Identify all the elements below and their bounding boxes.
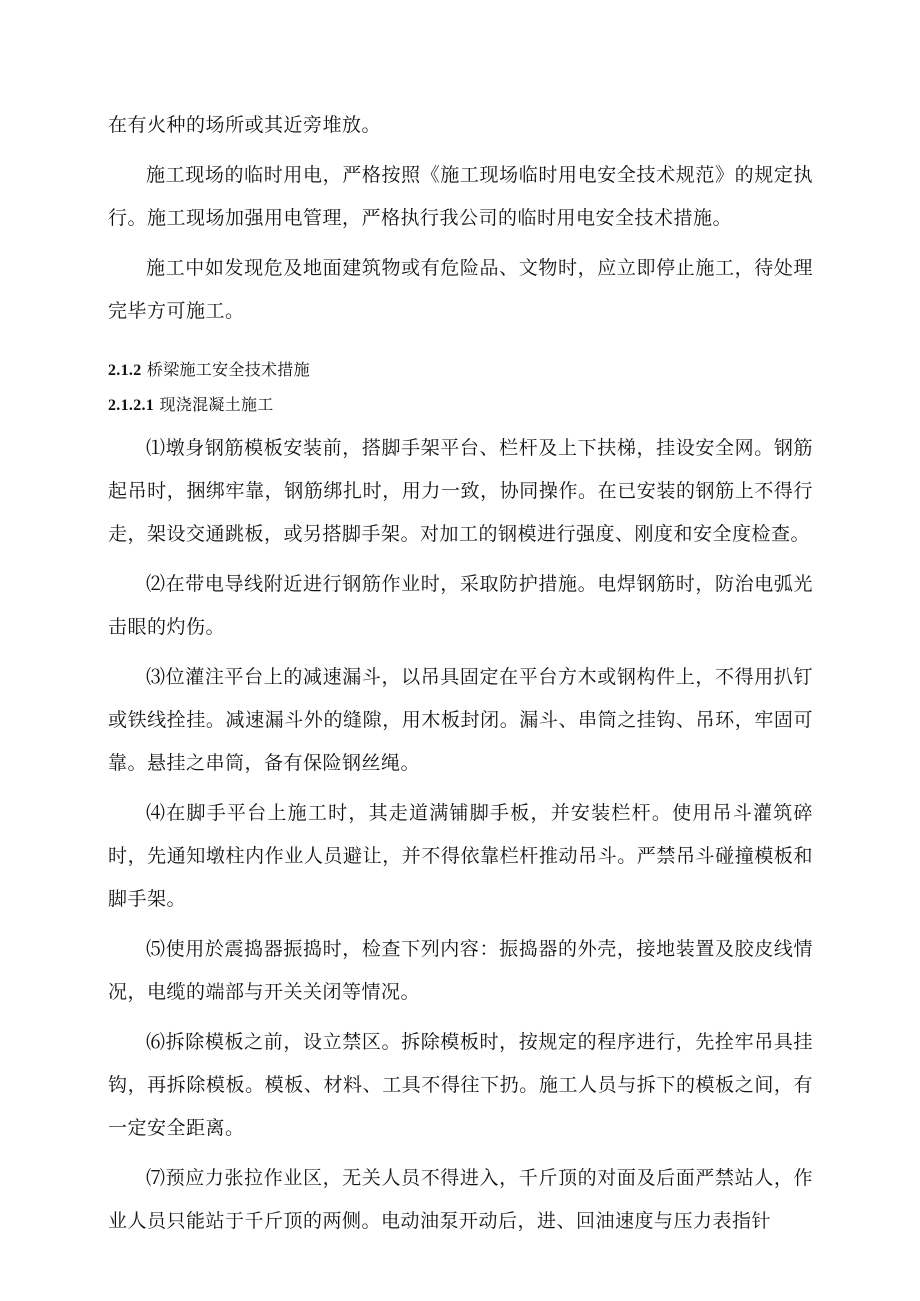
paragraph-continuation: 在有火种的场所或其近旁堆放。 [108,114,382,136]
list-item-6: ⑹拆除模板之前，设立禁区。拆除模板时，按规定的程序进行，先拴牢吊具挂钩，再拆除模板。模板、材料、工具不得往下扔。施工人员与拆下的模板之间，有一定安全距离。 [108,1031,813,1139]
list-item-5: ⑸使用於震捣器振捣时，检查下列内容：振捣器的外壳，接地装置及胶皮线情况，电缆的端部与开关关闭等情况。 [108,938,813,1003]
list-item-7: ⑺预应力张拉作业区，无关人员不得进入，千斤顶的对面及后面严禁站人，作业人员只能站于千斤顶的两侧。电动油泵开动后，进、回油速度与压力表指针 [108,1167,813,1232]
list-item-4: ⑷在脚手平台上施工时，其走道满铺脚手板，并安装栏杆。使用吊斗灌筑碎时，先通知墩柱内作业人员避让，并不得依靠栏杆推动吊斗。严禁吊斗碰撞模板和脚手架。 [108,802,813,910]
subsection-heading [108,390,813,421]
paragraph-temporary-electricity: 施工现场的临时用电，严格按照《施工现场临时用电安全技术规范》的规定执行。施工现场加强用电管理，严格执行我公司的临时用电安全技术措施。 [108,164,813,229]
section-title: 桥梁施工安全技术措施 [146,360,310,379]
list-item-1: ⑴墩身钢筋模板安装前，搭脚手架平台、栏杆及上下扶梯，挂设安全网。钢筋起吊时，捆绑牢靠，钢筋绑扎时，用力一致，协同操作。在已安装的钢筋上不得行走，架设交通跳板，或另搭脚手架。对加工的钢模进行强度、刚度和安全度检查。 [108,437,813,545]
subsection-title: 现浇混凝土施工 [159,395,274,414]
document-body [108,104,813,1250]
subsection-number: 2.1.2.1 [108,397,155,414]
paragraph-stop-construction: 施工中如发现危及地面建筑物或有危险品、文物时，应立即停止施工，待处理完毕方可施工。 [108,257,813,322]
list-item-2: ⑵在带电导线附近进行钢筋作业时，采取防护措施。电焊钢筋时，防治电弧光击眼的灼伤。 [108,573,813,638]
list-item-3: ⑶位灌注平台上的减速漏斗，以吊具固定在平台方木或钢构件上，不得用扒钉或铁线拴挂。减速漏斗外的缝隙，用木板封闭。漏斗、串筒之挂钩、吊环，牢固可靠。悬挂之串筒，备有保险钢丝绳。 [108,666,813,774]
section-number: 2.1.2 [108,362,142,379]
section-heading [108,355,813,386]
